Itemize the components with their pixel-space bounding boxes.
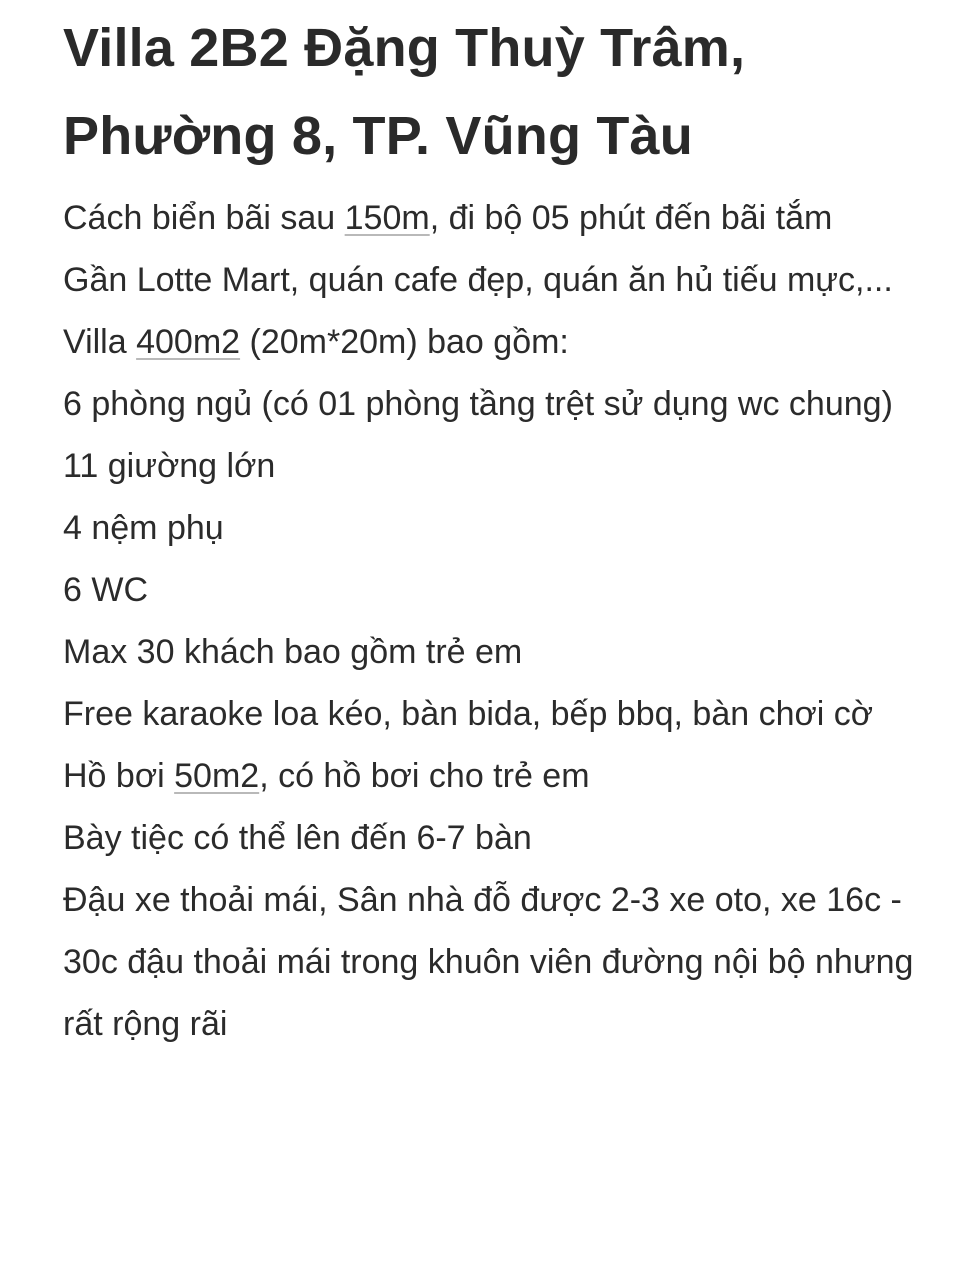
note-title-line-2: Phường 8, TP. Vũng Tàu (63, 106, 693, 166)
note-line-villa-area-post: (20m*20m) bao gồm: (240, 323, 569, 361)
note-content (63, 0, 923, 1055)
note-line-pool (63, 745, 923, 807)
note-line-beds: 11 giường lớn (63, 447, 276, 485)
note-line-beach-distance-post: , đi bộ 05 phút đến bãi tắm (429, 199, 833, 237)
note-line-nearby: Gần Lotte Mart, quán cafe đẹp, quán ăn hủ tiếu mực,... (63, 261, 893, 299)
note-line-beach-distance (63, 187, 923, 249)
note-line-pool-post: , có hồ bơi cho trẻ em (259, 757, 590, 795)
note-line-villa-area-pre: Villa (63, 323, 137, 361)
note-line-amenities: Free karaoke loa kéo, bàn bida, bếp bbq, bàn chơi cờ (63, 695, 874, 733)
note-line-max-guests: Max 30 khách bao gồm trẻ em (63, 633, 523, 671)
note-line-bedrooms: 6 phòng ngủ (có 01 phòng tầng trệt sử dụng wc chung) (63, 385, 893, 423)
note-line-party: Bày tiệc có thể lên đến 6-7 bàn (63, 819, 532, 857)
note-line-pool-pre: Hồ bơi (63, 757, 175, 795)
area-link[interactable]: 400m2 (136, 323, 241, 361)
note-body (63, 187, 923, 1055)
note-line-villa-area (63, 311, 923, 373)
note-title (63, 0, 923, 180)
pool-area-link[interactable]: 50m2 (174, 757, 260, 795)
note-line-parking: Đậu xe thoải mái, Sân nhà đỗ được 2-3 xe oto, xe 16c - 30c đậu thoải mái trong khuôn viên đường nội bộ nhưng rất rộng rãi (63, 881, 914, 1043)
note-line-beach-distance-pre: Cách biển bãi sau (63, 199, 345, 237)
note-title-line-1: Villa 2B2 Đặng Thuỳ Trâm, (63, 18, 746, 78)
distance-link[interactable]: 150m (344, 199, 430, 237)
note-line-wc: 6 WC (63, 571, 148, 609)
note-line-mattresses: 4 nệm phụ (63, 509, 224, 547)
